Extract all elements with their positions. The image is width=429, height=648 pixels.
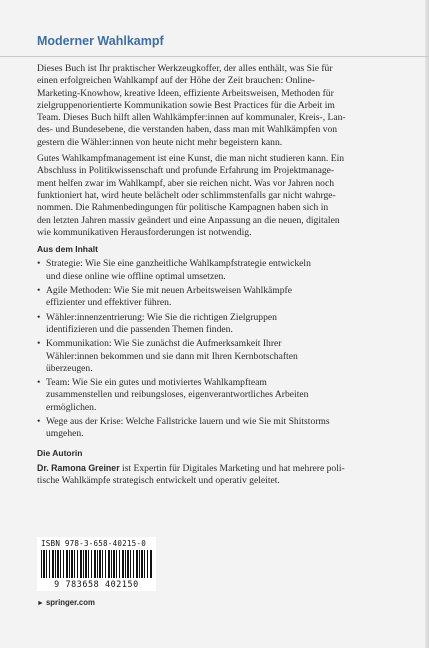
text-line: Dieses Buch ist Ihr praktischer Werkzeugkoffer, der alles enthält, was Sie für [37, 63, 333, 74]
text-line: wie kommunikativen Herausforderungen ist notwendig. [37, 226, 252, 238]
book-title: Moderner Wahlkampf [37, 34, 164, 48]
bullet-icon: • [37, 258, 41, 270]
text-line: Kommunikation: Wie Sie zunächst die Aufmerksamkeit Ihrer [46, 338, 282, 350]
second-paragraph [37, 153, 409, 239]
arrow-icon: ► [37, 600, 44, 607]
list-item [37, 285, 409, 310]
text-line: Wähler:innenzentrierung: Wie Sie die richtigen Zielgruppen [46, 311, 277, 323]
text-line: den letzten Jahren massiv geändert und eine Anpassung an die neuen, digitalen [37, 214, 340, 226]
text-line: Agile Methoden: Wie Sie mit neuen Arbeitsweisen Wahlkämpfe [46, 285, 293, 297]
text-line: und diese online wie offline optimal umsetzen. [46, 270, 226, 282]
text-line: des- und Bundesebene, die verstanden haben, dass man mit Wahlkämpfen von [37, 124, 338, 136]
isbn-label: ISBN 978-3-658-40215-0 [41, 539, 146, 548]
publisher-url: springer.com [45, 598, 95, 607]
contents-heading: Aus dem Inhalt [37, 244, 98, 255]
publisher-link[interactable] [37, 598, 95, 607]
text-line: Team. Dieses Buch hilft allen Wahlkämpfer:innen auf kommunaler, Kreis-, Lan- [37, 112, 346, 124]
bullet-icon: • [37, 338, 41, 350]
bullet-icon: • [37, 285, 41, 297]
text-line: zielgruppenorientierte Kommunikation sowie Best Practices für die Arbeit im [37, 99, 335, 111]
text-line: einen erfolgreichen Wahlkampf auf der Höhe der Zeit brauchen: Online- [37, 75, 315, 87]
list-item [37, 338, 409, 375]
text-line: überzeugen. [46, 362, 93, 374]
text-line [37, 462, 409, 475]
title-divider [0, 56, 429, 57]
list-item [37, 377, 409, 414]
intro-paragraph [37, 63, 409, 149]
text-line: tische Wahlkämpfe strategisch entwickelt und operativ geleitet. [37, 475, 280, 487]
text-line: gestern die Wähler:innen von heute nicht mehr begeistern kann. [37, 136, 283, 148]
text-line: Abschluss in Politikwissenschaft und profunde Erfahrung im Projektmanage- [37, 165, 335, 177]
text-line: Marketing-Knowhow, kreative Ideen, effiziente Arbeitsweisen, Methoden für [37, 87, 334, 99]
bullet-icon: • [37, 311, 41, 323]
text-line: nommen. Die Rahmenbedingungen für politische Kampagnen haben sich in [37, 202, 329, 214]
text-line: ment helfen zwar im Wahlkampf, aber sie reichen nicht. Was vor Jahren noch [37, 177, 334, 189]
text-line: Gutes Wahlkampfmanagement ist eine Kunst, die man nicht studieren kann. Ein [37, 153, 345, 165]
text-line: Wähler:innen bekommen und sie dann mit Ihren Kernbotschaften [46, 350, 298, 362]
contents-list [37, 258, 409, 440]
list-item [37, 416, 409, 441]
author-bio [37, 462, 409, 488]
text-line: Wege aus der Krise: Welche Fallstricke lauern und wie Sie mit Shitstorms [46, 416, 330, 428]
barcode-bars [41, 550, 153, 578]
text-line: ermöglichen. [46, 401, 97, 413]
text-line: Team: Wie Sie ein gutes und motiviertes Wahlkampfteam [46, 377, 267, 389]
author-heading: Die Autorin [37, 447, 83, 458]
barcode-digits: 9 783658 402150 [54, 579, 139, 589]
author-bio-text: ist Expertin für Digitales Marketing und hat mehrere poli- [119, 462, 345, 474]
back-cover-text [37, 63, 409, 492]
text-line: identifizieren und die passenden Themen finden. [46, 323, 233, 335]
bullet-icon: • [37, 416, 41, 428]
barcode [37, 537, 156, 591]
list-item [37, 312, 409, 337]
text-line: zusammenstellen und reibungsloses, eigenverantwortliches Arbeiten [46, 389, 309, 401]
text-line: umgehen. [46, 428, 84, 440]
text-line: Strategie: Wie Sie eine ganzheitliche Wahlkampfstrategie entwickeln [46, 258, 311, 270]
text-line: effizienter und effektiver führen. [46, 297, 172, 309]
text-line: funktioniert hat, wird heute belächelt oder schlimmstenfalls gar nicht wahrge- [37, 189, 336, 201]
author-name: Dr. Ramona Greiner [37, 462, 120, 473]
bullet-icon: • [37, 377, 41, 389]
list-item [37, 258, 409, 283]
page-edge [425, 0, 429, 648]
